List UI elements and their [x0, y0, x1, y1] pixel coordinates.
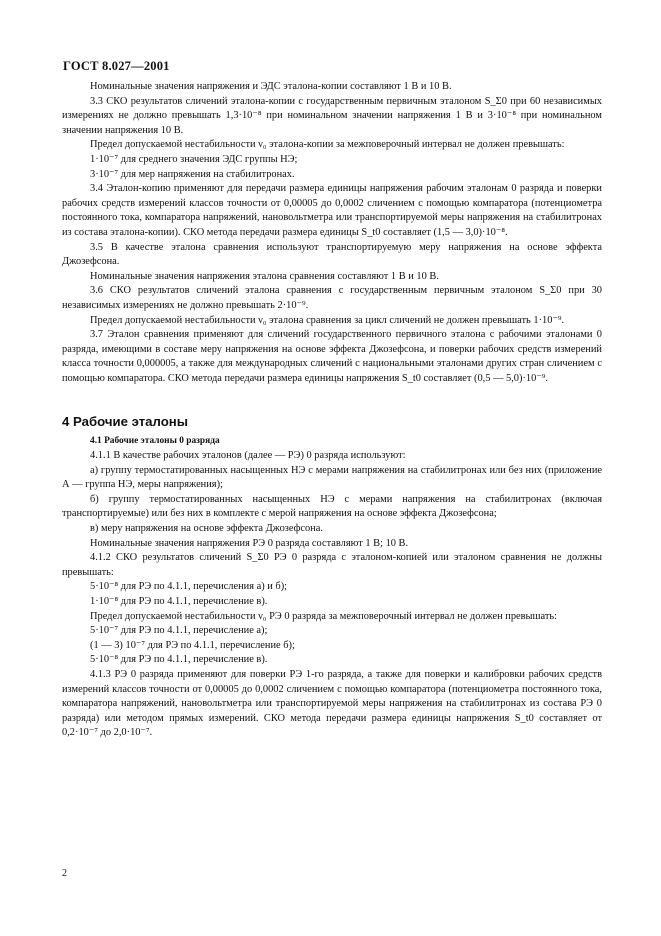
list-item: 5·10⁻⁸ для РЭ по 4.1.1, перечисления а) и б);	[90, 581, 288, 593]
section-title: 4 Рабочие эталоны	[62, 414, 188, 430]
list-item: 3·10⁻⁷ для мер напряжения на стабилитронах.	[90, 168, 295, 180]
list-item: а) группу термостатированных насыщенных НЭ с мерами напряжения на стабилитронах или без них (приложение А — группа НЭ, меры напряжения);	[62, 464, 602, 491]
page-number: 2	[62, 868, 67, 879]
document-header: ГОСТ 8.027—2001	[63, 59, 170, 73]
paragraph: Предел допускаемой нестабильности ν₀ эталона-копии за межповерочный интервал не должен превышать:	[90, 139, 565, 151]
list-item: 1·10⁻⁸ для РЭ по 4.1.1, перечисление в).	[90, 596, 268, 607]
section-3-continued	[62, 80, 602, 386]
list-item: 5·10⁻⁷ для РЭ по 4.1.1, перечисление а);	[90, 625, 268, 637]
paragraph: Предел допускаемой нестабильности ν₀ эталона сравнения за цикл сличений не должен превышать 1·10⁻⁹.	[90, 314, 565, 326]
page-content	[62, 80, 602, 741]
list-item: 1·10⁻⁷ для среднего значения ЭДС группы НЭ;	[90, 153, 298, 165]
section-4	[62, 434, 602, 740]
list-item: в) меру напряжения на основе эффекта Джозефсона.	[90, 523, 323, 535]
paragraph: Номинальные значения напряжения эталона сравнения составляют 1 В и 10 В.	[90, 270, 439, 282]
list-item: б) группу термостатированных насыщенных НЭ с мерами напряжения на стабилитронах (включая транспортируемые) или без них в комплекте с мерой напряжения на основе эффекта Джозефсона;	[62, 493, 602, 520]
paragraph: 3.4 Эталон-копию применяют для передачи размера единицы напряжения рабочим эталонам 0 разряда и поверки рабочих средств измерений классов точности от 0,00005 до 0,0002 сличением с помощью компаратора (потенциометра постоянного тока, компаратора напряжений, нановольтметра или транспортируемой меры напряжения на стабилитронах из состава эталона-копии). СКО метода передачи размера единицы S_t0 составляет (1,5 — 3,0)·10⁻⁸.	[62, 183, 602, 238]
paragraph: 4.1.3 РЭ 0 разряда применяют для поверки РЭ 1-го разряда, а также для поверки и калибровки рабочих средств измерений классов точности от 0,00005 до 0,0002 сличением с помощью компаратора (потенциометра постоянного тока, компаратора напряжений, нановольтметра или транспортируемой меры напряжения на стабилитронах из состава РЭ 0 разряда) или методом прямых измерений. СКО метода передачи размера единицы напряжения S_t0 составляет от 0,2·10⁻⁷ до 2,0·10⁻⁷.	[62, 668, 602, 739]
list-item: (1 — 3) 10⁻⁷ для РЭ по 4.1.1, перечисление б);	[90, 639, 295, 651]
paragraph: 4.1.1 В качестве рабочих эталонов (далее — РЭ) 0 разряда используют:	[90, 450, 406, 462]
paragraph: 4.1.2 СКО результатов сличений S_Σ0 РЭ 0 разряда с эталоном-копией или эталоном сравнения не должны превышать:	[62, 552, 602, 578]
subsection-title: 4.1 Рабочие эталоны 0 разряда	[90, 436, 220, 447]
paragraph: 3.3 СКО результатов сличений эталона-копии с государственным первичным эталоном S_Σ0 при 60 независимых измерениях не должно превышать 1,3·10⁻⁸ при номинальном значении напряжения 1 В и 3·10⁻⁸ при номинальном значении напряжения 10 В.	[62, 95, 602, 136]
paragraph: 3.7 Эталон сравнения применяют для сличений государственного первичного эталона с рабочими эталонами 0 разряда, имеющими в составе меру напряжения на основе эффекта Джозефсона, и поверки рабочих средств измерений класса точности 0,000005, а также для международных сличений с национальными эталонами других стран сличением с помощью компаратора. СКО метода передачи размера единицы напряжения S_t0 составляет (0,5 — 5,0)·10⁻⁹.	[62, 329, 602, 384]
paragraph: Номинальные значения напряжения и ЭДС эталона-копии составляют 1 В и 10 В.	[90, 81, 452, 92]
paragraph: Номинальные значения напряжения РЭ 0 разряда составляют 1 В; 10 В.	[90, 537, 409, 549]
paragraph: 3.5 В качестве эталона сравнения используют транспортируемую меру напряжения на основе эффекта Джозефсона.	[62, 241, 602, 268]
paragraph: 3.6 СКО результатов сличений эталона сравнения с государственным первичным эталоном S_Σ0 при 30 независимых измерениях не должно превышать 2·10⁻⁹.	[62, 285, 602, 311]
list-item: 5·10⁻⁸ для РЭ по 4.1.1, перечисление в).	[90, 654, 268, 666]
paragraph: Предел допускаемой нестабильности ν₀ РЭ 0 разряда за межповерочный интервал не должен превышать:	[90, 610, 558, 622]
